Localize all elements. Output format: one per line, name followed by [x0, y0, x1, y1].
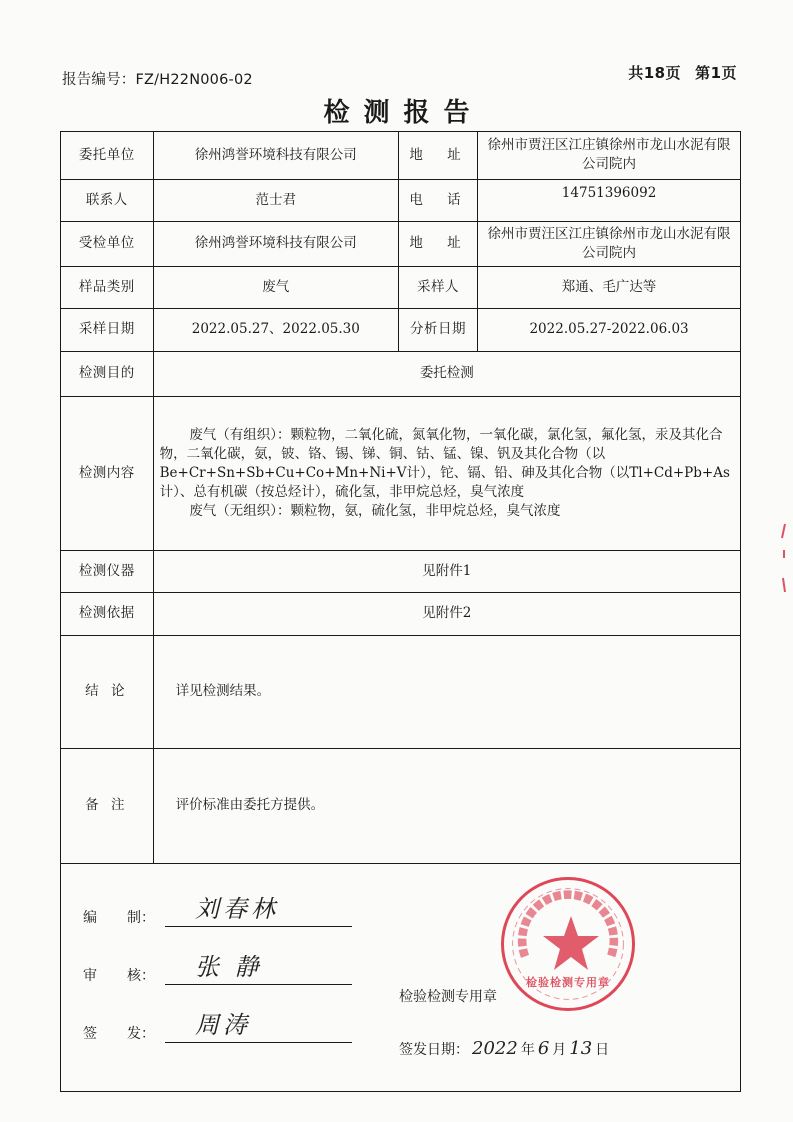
issue-date-label: 签发日期： [399, 1042, 469, 1058]
conclusion-value: 详见检测结果。 [153, 635, 740, 748]
client-value: 徐州鸿誉环境科技有限公司 [153, 132, 398, 179]
issued-by-label: 签 [83, 1026, 97, 1042]
inspected-value: 徐州鸿誉环境科技有限公司 [153, 221, 398, 266]
compiled-by-row [83, 895, 352, 927]
compiled-by-signature-line [165, 895, 352, 927]
star-icon [541, 914, 601, 972]
remarks-value: 评价标准由委托方提供。 [153, 748, 740, 863]
instrument-label: 检测仪器 [61, 550, 153, 592]
analysis-date-label: 分析日期 [398, 308, 477, 351]
table-row [61, 396, 740, 550]
table-row [61, 132, 740, 179]
sampler-label: 采样人 [398, 266, 477, 308]
page-title: 检测报告 [323, 98, 484, 128]
report-number-value: FZ/H22N006-02 [135, 72, 253, 88]
purpose-label: 检测目的 [61, 351, 153, 396]
seal-label: 检验检测专用章 [399, 989, 497, 1005]
year-char: 年 [520, 1042, 535, 1058]
sample-type-value: 废气 [153, 266, 398, 308]
phone-value: 14751396092 [478, 179, 740, 221]
reviewed-by-row [83, 953, 352, 985]
contact-value: 范士君 [153, 179, 398, 221]
analysis-date-value: 2022.05.27-2022.06.03 [478, 308, 740, 351]
issue-year: 2022 [472, 1038, 518, 1059]
compiled-by-signature: 刘春林 [195, 895, 279, 923]
client-label: 委托单位 [61, 132, 153, 179]
table-row [61, 351, 740, 396]
official-seal-stamp [501, 877, 635, 1011]
sampling-date-value: 2022.05.27、2022.05.30 [153, 308, 398, 351]
reviewed-by-label: 审 [83, 968, 97, 984]
client-address-label: 地 址 [398, 132, 477, 179]
contact-label: 联系人 [61, 179, 153, 221]
instrument-value: 见附件1 [153, 550, 740, 592]
inspected-label: 受检单位 [61, 221, 153, 266]
page-info [628, 62, 737, 83]
issued-by-signature-line [165, 1011, 352, 1043]
content-unorganized: 废气（无组织）：颗粒物，氨，硫化氢，非甲烷总烃，臭气浓度 [189, 502, 561, 519]
issue-day: 13 [569, 1038, 593, 1059]
table-row [61, 550, 740, 592]
inspected-address-label: 地 址 [398, 221, 477, 266]
remarks-label: 备 注 [61, 748, 153, 863]
table-row [61, 221, 740, 266]
report-number-label: 报告编号： [62, 72, 136, 88]
issued-by-label-suffix: 发： [127, 1026, 155, 1042]
day-char: 日 [595, 1042, 610, 1058]
table-row [61, 308, 740, 351]
seal-edge-mark-icon [781, 520, 787, 600]
table-row [61, 592, 740, 635]
report-info-table [61, 132, 740, 864]
report-number [62, 68, 253, 89]
basis-label: 检测依据 [61, 592, 153, 635]
signature-area [61, 863, 740, 1091]
content-organized: 废气（有组织）：颗粒物，二氧化硫，氮氧化物，一氧化碳，氯化氢，氟化氢，汞及其化合物，二氧化碳，氨，铍、铬、锡、锑、铜、钴、锰、镍、钒及其化合物（以Be+Cr+Sn+Sb+Cu+Co+Mn+Ni+V计），铊、镉、铅、砷及其化合物（以Tl+Cd+Pb+As计）、总有机碳（按总烃计），硫化氢，非甲烷总烃，臭气浓度 [159, 426, 730, 500]
issued-by-row [83, 1011, 352, 1043]
sampling-date-label: 采样日期 [61, 308, 153, 351]
client-address-value: 徐州市贾汪区江庄镇徐州市龙山水泥有限公司院内 [478, 132, 740, 179]
purpose-value: 委托检测 [153, 351, 740, 396]
conclusion-label: 结 论 [61, 635, 153, 748]
table-row [61, 179, 740, 221]
phone-label: 电 话 [398, 179, 477, 221]
report-frame [60, 131, 741, 1092]
table-row [61, 266, 740, 308]
issue-month: 6 [537, 1038, 550, 1059]
reviewed-by-label-suffix: 核： [127, 968, 155, 984]
content-label: 检测内容 [61, 396, 153, 550]
content-value [153, 396, 740, 550]
seal-bottom-text: 检验检测专用章 [526, 976, 610, 989]
compiled-by-label-suffix: 制： [127, 910, 155, 926]
compiled-by-label: 编 [83, 910, 97, 926]
issued-by-signature: 周涛 [195, 1011, 251, 1039]
current-page: 第1页 [695, 64, 737, 82]
month-char: 月 [552, 1042, 567, 1058]
inspected-address-value: 徐州市贾汪区江庄镇徐州市龙山水泥有限公司院内 [478, 221, 740, 266]
table-row [61, 748, 740, 863]
sampler-value: 郑通、毛广达等 [478, 266, 740, 308]
total-pages: 共18页 [628, 64, 682, 82]
reviewed-by-signature: 张 静 [195, 953, 263, 981]
basis-value: 见附件2 [153, 592, 740, 635]
table-row [61, 635, 740, 748]
reviewed-by-signature-line [165, 953, 352, 985]
sample-type-label: 样品类别 [61, 266, 153, 308]
issue-date [399, 1038, 609, 1059]
